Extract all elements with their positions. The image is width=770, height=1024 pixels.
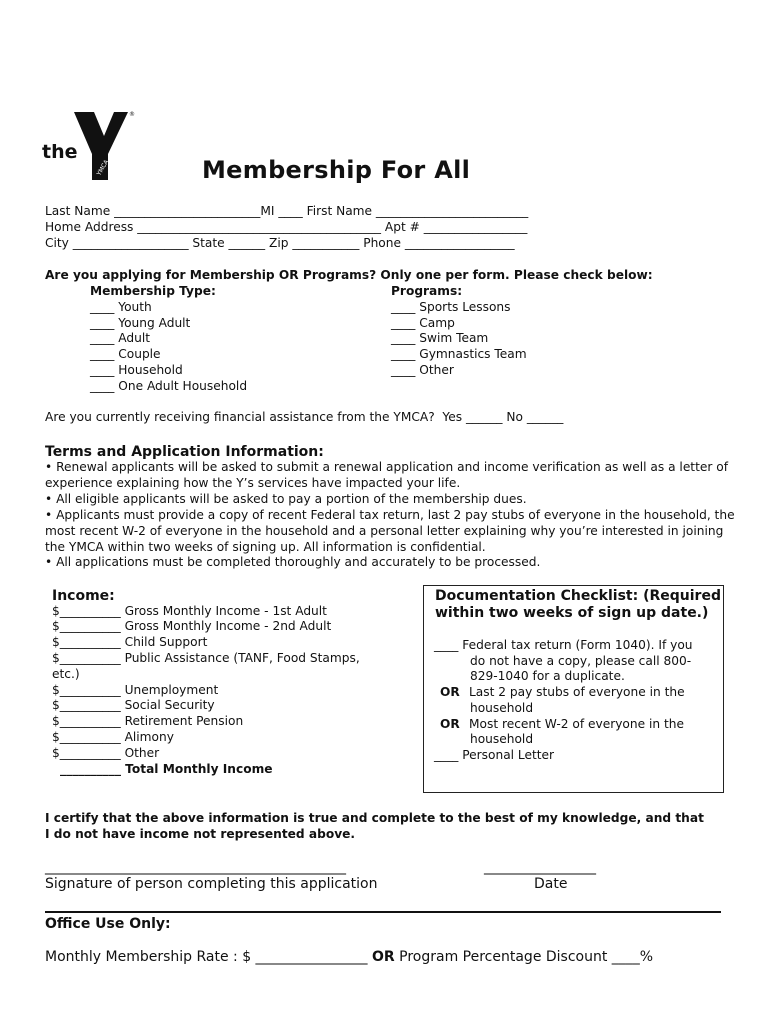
date-label: Date	[534, 876, 568, 892]
income-line-gross-1st[interactable]: $__________ Gross Monthly Income - 1st Adult	[52, 603, 327, 618]
membership-option-couple[interactable]: ____ Couple	[90, 347, 161, 362]
program-option-other[interactable]: ____ Other	[391, 362, 454, 377]
certification-line-2: I do not have income not represented above.	[45, 827, 356, 841]
checklist-item-w2[interactable]: Most recent W-2 of everyone in the	[469, 716, 684, 731]
checklist-or-1: OR	[440, 685, 460, 700]
applicant-city-line[interactable]: City ___________________ State ______ Zip ___________ Phone __________________	[45, 236, 515, 250]
income-line-child-support[interactable]: $__________ Child Support	[52, 635, 208, 650]
income-line-social-security[interactable]: $__________ Social Security	[52, 698, 215, 713]
logo-wordmark: the	[42, 141, 78, 163]
checklist-item-pay-stubs-cont: household	[470, 700, 534, 715]
membership-option-one-adult-household[interactable]: ____ One Adult Household	[90, 378, 248, 393]
membership-option-household[interactable]: ____ Household	[90, 362, 183, 377]
income-line-alimony[interactable]: $__________ Alimony	[52, 729, 174, 744]
logo-registered-mark: ®	[129, 111, 135, 118]
checklist-or-2: OR	[440, 716, 460, 731]
page-title: Membership For All	[202, 156, 471, 184]
checklist-item-pay-stubs[interactable]: Last 2 pay stubs of everyone in the	[469, 685, 685, 700]
checklist-item-w2-cont: household	[470, 732, 534, 747]
monthly-rate-field[interactable]: Monthly Membership Rate : $ ________________	[45, 949, 373, 965]
income-line-public-assistance-cont: etc.)	[52, 666, 80, 681]
membership-option-youth[interactable]: ____ Youth	[90, 300, 152, 314]
checklist-item-tax-return-cont-2: 829-1040 for a duplicate.	[470, 669, 625, 684]
terms-bullet-renewal: • Renewal applicants will be asked to submit a renewal application and income verification as well as a letter of experience explaining how the Y’s services have impacted your life.	[45, 460, 728, 490]
terms-heading: Terms and Application Information:	[45, 444, 324, 460]
date-line[interactable]: ________________	[484, 859, 596, 875]
program-option-gymnastics-team[interactable]: ____ Gymnastics Team	[391, 347, 527, 362]
office-use-divider	[45, 911, 721, 913]
membership-type-heading: Membership Type:	[90, 284, 216, 298]
applying-question: Are you applying for Membership OR Programs? Only one per form. Please check below:	[45, 268, 653, 282]
terms-bullet-complete: • All applications must be completed thoroughly and accurately to be processed.	[45, 555, 541, 569]
checklist-item-tax-return-cont-1: do not have a copy, please call 800-	[470, 653, 692, 668]
program-option-sports-lessons[interactable]: ____ Sports Lessons	[391, 300, 511, 314]
applicant-address-line[interactable]: Home Address ________________________________________ Apt # _________________	[45, 220, 528, 234]
terms-bullet-documents: • Applicants must provide a copy of recent Federal tax return, last 2 pay stubs of everyone in the household, the most recent W-2 of everyone in the household and a personal letter explaining why you’re interested in joining the YMCA within two weeks of signing up. All information is confidential.	[45, 508, 735, 554]
financial-assistance-question[interactable]: Are you currently receiving financial assistance from the YMCA? Yes ______ No ______	[45, 410, 564, 424]
income-total[interactable]: __________ Total Monthly Income	[60, 762, 273, 776]
income-line-public-assistance[interactable]: $__________ Public Assistance (TANF, Food Stamps,	[52, 650, 360, 665]
membership-option-adult[interactable]: ____ Adult	[90, 331, 150, 346]
program-discount-field[interactable]: Program Percentage Discount ____%	[394, 949, 654, 965]
certification-line-1: I certify that the above information is true and complete to the best of my knowledge, and that	[45, 811, 704, 825]
signature-line[interactable]: ___________________________________________	[45, 859, 346, 875]
program-option-swim-team[interactable]: ____ Swim Team	[391, 331, 489, 346]
office-use-heading: Office Use Only:	[45, 916, 171, 932]
ymca-logo	[42, 106, 142, 186]
checklist-item-personal-letter[interactable]: ____ Personal Letter	[434, 747, 555, 762]
checklist-item-tax-return[interactable]: ____ Federal tax return (Form 1040). If you	[434, 638, 693, 652]
office-or: OR	[372, 949, 395, 965]
income-line-gross-2nd[interactable]: $__________ Gross Monthly Income - 2nd Adult	[52, 619, 332, 634]
income-line-other[interactable]: $__________ Other	[52, 745, 160, 760]
signature-label: Signature of person completing this application	[45, 876, 378, 892]
programs-heading: Programs:	[391, 284, 463, 298]
membership-option-young-adult[interactable]: ____ Young Adult	[90, 315, 191, 330]
checklist-heading-1: Documentation Checklist: (Required	[435, 588, 721, 604]
checklist-heading-2: within two weeks of sign up date.)	[435, 605, 709, 621]
terms-bullet-dues: • All eligible applicants will be asked to pay a portion of the membership dues.	[45, 492, 527, 506]
income-line-unemployment[interactable]: $__________ Unemployment	[52, 682, 219, 697]
program-option-camp[interactable]: ____ Camp	[391, 315, 455, 330]
office-rate-line	[45, 948, 653, 966]
logo-seal-text: YMCA	[95, 158, 111, 177]
income-line-retirement[interactable]: $__________ Retirement Pension	[52, 714, 244, 729]
income-heading: Income:	[52, 588, 115, 604]
applicant-name-line[interactable]: Last Name ________________________MI ____ First Name _________________________	[45, 204, 529, 218]
